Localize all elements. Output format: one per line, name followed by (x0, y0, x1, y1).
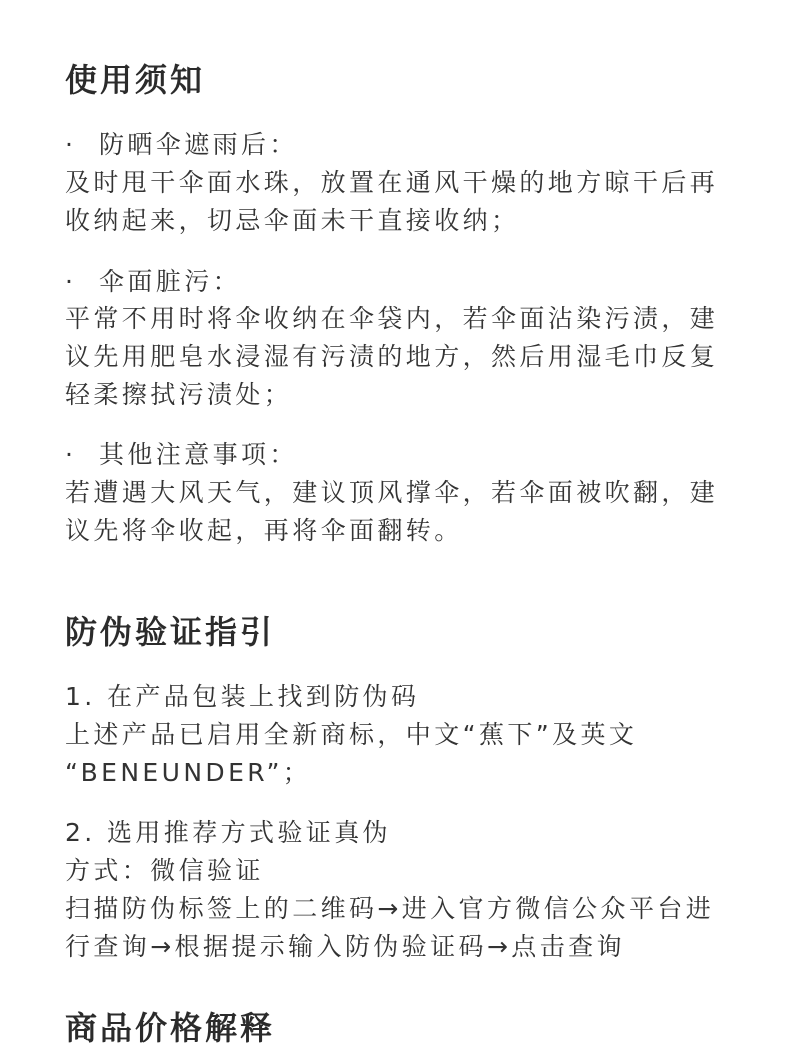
usage-item2-line: 轻柔擦拭污渍处； (65, 380, 293, 409)
usage-item3-line: 若遭遇大风天气，建议顶风撑伞，若伞面被吹翻，建 (65, 478, 719, 507)
verify-step2-line: 方式：微信验证 (65, 856, 264, 885)
usage-item1-line: 收纳起来，切忌伞面未干直接收纳； (65, 206, 520, 235)
verify-step2-line: 行查询→根据提示输入防伪验证码→点击查询 (65, 932, 625, 961)
usage-item1-line: 及时甩干伞面水珠，放置在通风干燥的地方晾干后再 (65, 168, 719, 197)
usage-item2-line: 平常不用时将伞收纳在伞袋内，若伞面沾染污渍，建 (65, 304, 719, 333)
usage-item3-heading: · 其他注意事项： (65, 438, 298, 472)
bullet-dot: · (65, 130, 77, 159)
verify-step1-line: “BENEUNDER”； (65, 758, 312, 787)
bullet-dot: · (65, 440, 77, 469)
verify-step2-heading: 2. 选用推荐方式验证真伪 (65, 818, 392, 847)
verify-step1-heading: 1. 在产品包装上找到防伪码 (65, 682, 420, 711)
usage-title: 使用须知 (65, 61, 206, 99)
usage-item2-line: 议先用肥皂水浸湿有污渍的地方，然后用湿毛巾反复 (65, 342, 719, 371)
price-title: 商品价格解释 (65, 1009, 276, 1047)
bullet-dot: · (65, 267, 77, 296)
usage-item1-heading: · 防晒伞遮雨后： (65, 128, 298, 162)
verify-step2-line: 扫描防伪标签上的二维码→进入官方微信公众平台进 (65, 894, 715, 923)
usage-item2-heading: · 伞面脏污： (65, 265, 241, 299)
usage-item3-line: 议先将伞收起，再将伞面翻转。 (65, 516, 463, 545)
verify-title: 防伪验证指引 (65, 613, 276, 651)
verify-step1-line: 上述产品已启用全新商标，中文“蕉下”及英文 (65, 720, 638, 749)
